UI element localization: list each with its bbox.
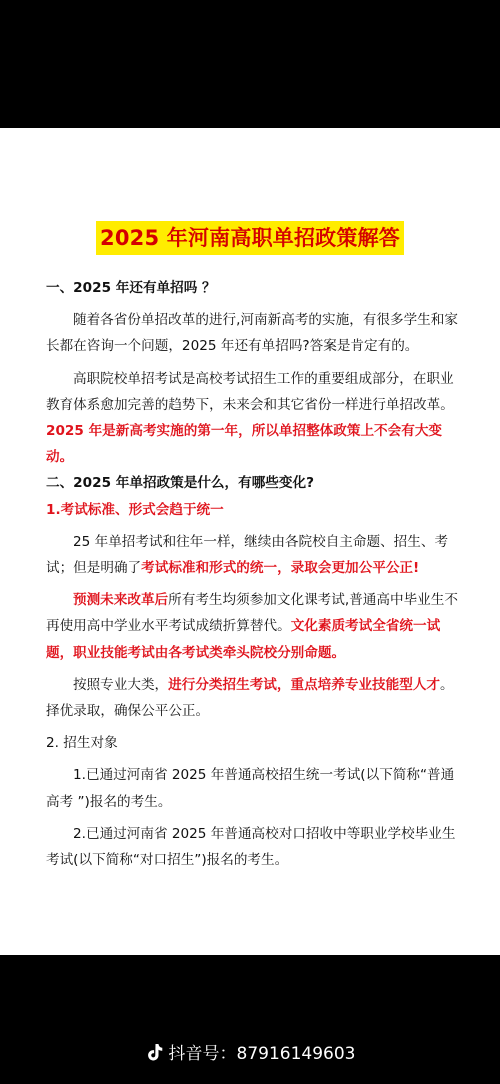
paragraph-text: 所有考生均须参加文化课考试,普通高中毕业生不再使用高中学业水平考试成绩折算替代。: [46, 592, 458, 635]
highlight-text: 文化素质考试全省统一试题，职业技能考试由各考试类牵头院校分别命题。: [46, 618, 441, 661]
section-1-highlight: 2025 年是新高考实施的第一年，所以单招整体政策上不会有大变动。: [46, 423, 443, 466]
tiktok-icon: [145, 1042, 165, 1062]
top-black-bar: [0, 0, 500, 128]
enrollment-item-2: 2.已通过河南省 2025 年普通高校对口招收中等职业学校毕业生考试(以下简称“对口招生”)报名的考生。: [46, 825, 456, 869]
paragraph-text: 。择优录取，确保公平公正。: [46, 676, 454, 720]
section-2-paragraph-3: [46, 672, 458, 724]
section-2-subheading-2: 2. 招生对象: [46, 735, 118, 752]
section-2-paragraph-1: [46, 529, 458, 581]
douyin-watermark: [0, 1040, 500, 1068]
document-page: [0, 128, 500, 955]
paragraph-text: 按照专业大类，: [73, 676, 169, 693]
document-title: 2025 年河南高职单招政策解答: [96, 221, 404, 255]
highlight-text: 预测未来改革后: [73, 592, 169, 609]
paragraph-text: 25 年单招考试和往年一样，继续由各院校自主命题、招生、考试；但是明确了: [46, 533, 449, 577]
enrollment-item-1: 1.已通过河南省 2025 年普通高校招生统一考试(以下简称“普通高考 ”)报名的考生。: [46, 767, 455, 810]
douyin-id-text: 抖音号：87916149603: [168, 1044, 356, 1064]
section-2-paragraph-2: [46, 587, 458, 666]
section-1-paragraph-1: 随着各省份单招改革的进行,河南新高考的实施，有很多学生和家长都在咨询一个问题，2025 年还有单招吗?答案是肯定有的。: [46, 312, 458, 355]
section-1-heading: 一、2025 年还有单招吗 ？: [46, 280, 216, 296]
title-wrap: [0, 221, 500, 255]
section-2-subheading-1: 1.考试标准、形式会趋于统一: [46, 501, 224, 518]
highlight-text: 进行分类招生考试，重点培养专业技能型人才: [168, 676, 441, 693]
highlight-text: 考试标准和形式的统一，录取会更加公平公正!: [141, 560, 420, 577]
document-body: [46, 275, 458, 873]
section-1-paragraph-2: 高职院校单招考试是高校考试招生工作的重要组成部分，在职业教育体系愈加完善的趋势下，未来会和其它省份一样进行单招改革。: [46, 370, 454, 413]
section-2-heading: 二、2025 年单招政策是什么，有哪些变化?: [46, 475, 314, 492]
